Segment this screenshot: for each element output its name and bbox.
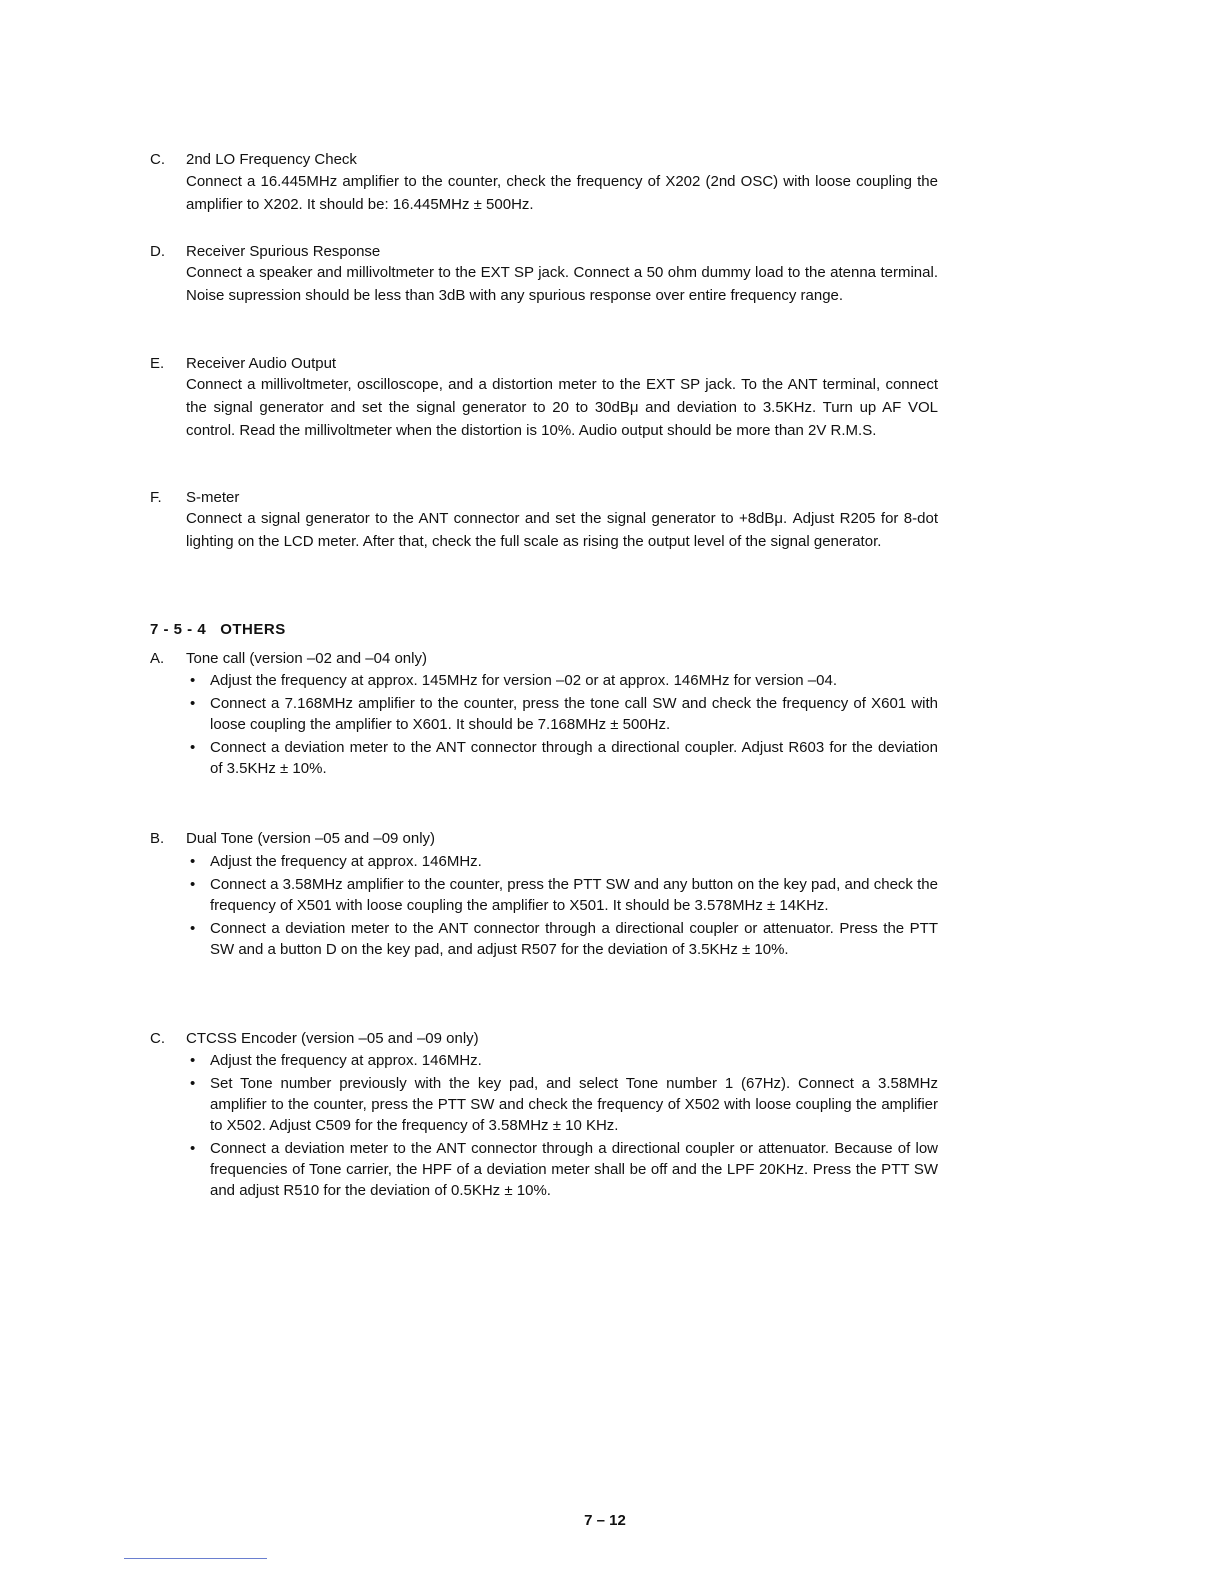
bullet-icon: •	[190, 920, 196, 937]
bullet-icon: •	[190, 1140, 196, 1157]
bullet-icon: •	[190, 1052, 196, 1069]
section-heading: 2nd LO Frequency Check	[186, 151, 357, 168]
list-item	[186, 918, 938, 960]
list-item	[186, 1073, 938, 1136]
list-item	[186, 851, 938, 872]
list-item-text: Adjust the frequency at approx. 146MHz.	[210, 1052, 482, 1069]
list-item-text: Adjust the frequency at approx. 145MHz for version –02 or at approx. 146MHz for version –04.	[210, 672, 837, 689]
section-letter: B.	[150, 830, 165, 847]
section-heading: Receiver Audio Output	[186, 355, 337, 372]
list-item-text: Adjust the frequency at approx. 146MHz.	[210, 853, 482, 870]
section-letter: C.	[150, 1030, 165, 1047]
bullet-icon: •	[190, 1075, 196, 1092]
section-body: Connect a signal generator to the ANT connector and set the signal generator to +8dBμ. Adjust R205 for 8-dot lighting on the LCD meter. After that, check the full scale as rising the output level of the signal generator.	[186, 510, 938, 550]
list-item	[186, 670, 938, 691]
list-item	[186, 1138, 938, 1201]
page-number: 7 – 12	[584, 1512, 626, 1529]
section-heading: Tone call (version –02 and –04 only)	[186, 650, 427, 667]
section-letter: A.	[150, 650, 165, 667]
list-item-text: Set Tone number previously with the key pad, and select Tone number 1 (67Hz). Connect a 3.58MHz amplifier to the counter, press the PTT SW and check the frequency of X502 with loose coupling the amplifier to X502. Adjust C509 for the frequency of 3.58MHz ± 10 KHz.	[210, 1075, 938, 1134]
section-letter: E.	[150, 355, 165, 372]
bullet-icon: •	[190, 739, 196, 756]
list-item-text: Connect a deviation meter to the ANT connector through a directional coupler or attenuator. Because of low frequencies of Tone carrier, the HPF of a deviation meter shall be off and the LPF 20KHz. Press the PTT SW and adjust R510 for the deviation of 0.5KHz ± 10%.	[210, 1140, 938, 1199]
section-heading: CTCSS Encoder (version –05 and –09 only)	[186, 1030, 479, 1047]
bullet-list	[186, 851, 938, 962]
section-letter: D.	[150, 243, 165, 260]
section-letter: F.	[150, 489, 162, 506]
bullet-list	[186, 1050, 938, 1203]
section-letter: C.	[150, 151, 165, 168]
footer-divider	[124, 1558, 267, 1559]
bullet-icon: •	[190, 853, 196, 870]
bullet-icon: •	[190, 672, 196, 689]
list-item	[186, 693, 938, 735]
list-item	[186, 737, 938, 779]
list-item	[186, 1050, 938, 1071]
list-item-text: Connect a 7.168MHz amplifier to the counter, press the tone call SW and check the frequency of X601 with loose coupling the amplifier to X601. It should be 7.168MHz ± 500Hz.	[210, 695, 938, 733]
section-heading: Dual Tone (version –05 and –09 only)	[186, 830, 436, 847]
section-heading: S-meter	[186, 489, 240, 506]
list-item	[186, 874, 938, 916]
bullet-list	[186, 670, 938, 781]
list-item-text: Connect a deviation meter to the ANT connector through a directional coupler. Adjust R603 for the deviation of 3.5KHz ± 10%.	[210, 739, 938, 777]
others-heading: 7 - 5 - 4 OTHERS	[150, 621, 286, 638]
section-body: Connect a millivoltmeter, oscilloscope, and a distortion meter to the EXT SP jack. To the ANT terminal, connect the signal generator and set the signal generator to 20 to 30dBμ and deviation to 3.5KHz. Turn up AF VOL control. Read the millivoltmeter when the distortion is 10%. Audio output should be more than 2V R.M.S.	[186, 376, 938, 439]
list-item-text: Connect a 3.58MHz amplifier to the counter, press the PTT SW and any button on the key pad, and check the frequency of X501 with loose coupling the amplifier to X501. It should be 3.578MHz ± 14KHz.	[210, 876, 938, 914]
section-heading: Receiver Spurious Response	[186, 243, 381, 260]
bullet-icon: •	[190, 876, 196, 893]
section-body: Connect a 16.445MHz amplifier to the counter, check the frequency of X202 (2nd OSC) with loose coupling the amplifier to X202. It should be: 16.445MHz ± 500Hz.	[186, 173, 938, 213]
section-body: Connect a speaker and millivoltmeter to the EXT SP jack. Connect a 50 ohm dummy load to the atenna terminal. Noise supression should be less than 3dB with any spurious response over entire frequency range.	[186, 264, 938, 304]
bullet-icon: •	[190, 695, 196, 712]
list-item-text: Connect a deviation meter to the ANT connector through a directional coupler or attenuator. Press the PTT SW and a button D on the key pad, and adjust R507 for the deviation of 3.5KHz ± 10%.	[210, 920, 938, 958]
